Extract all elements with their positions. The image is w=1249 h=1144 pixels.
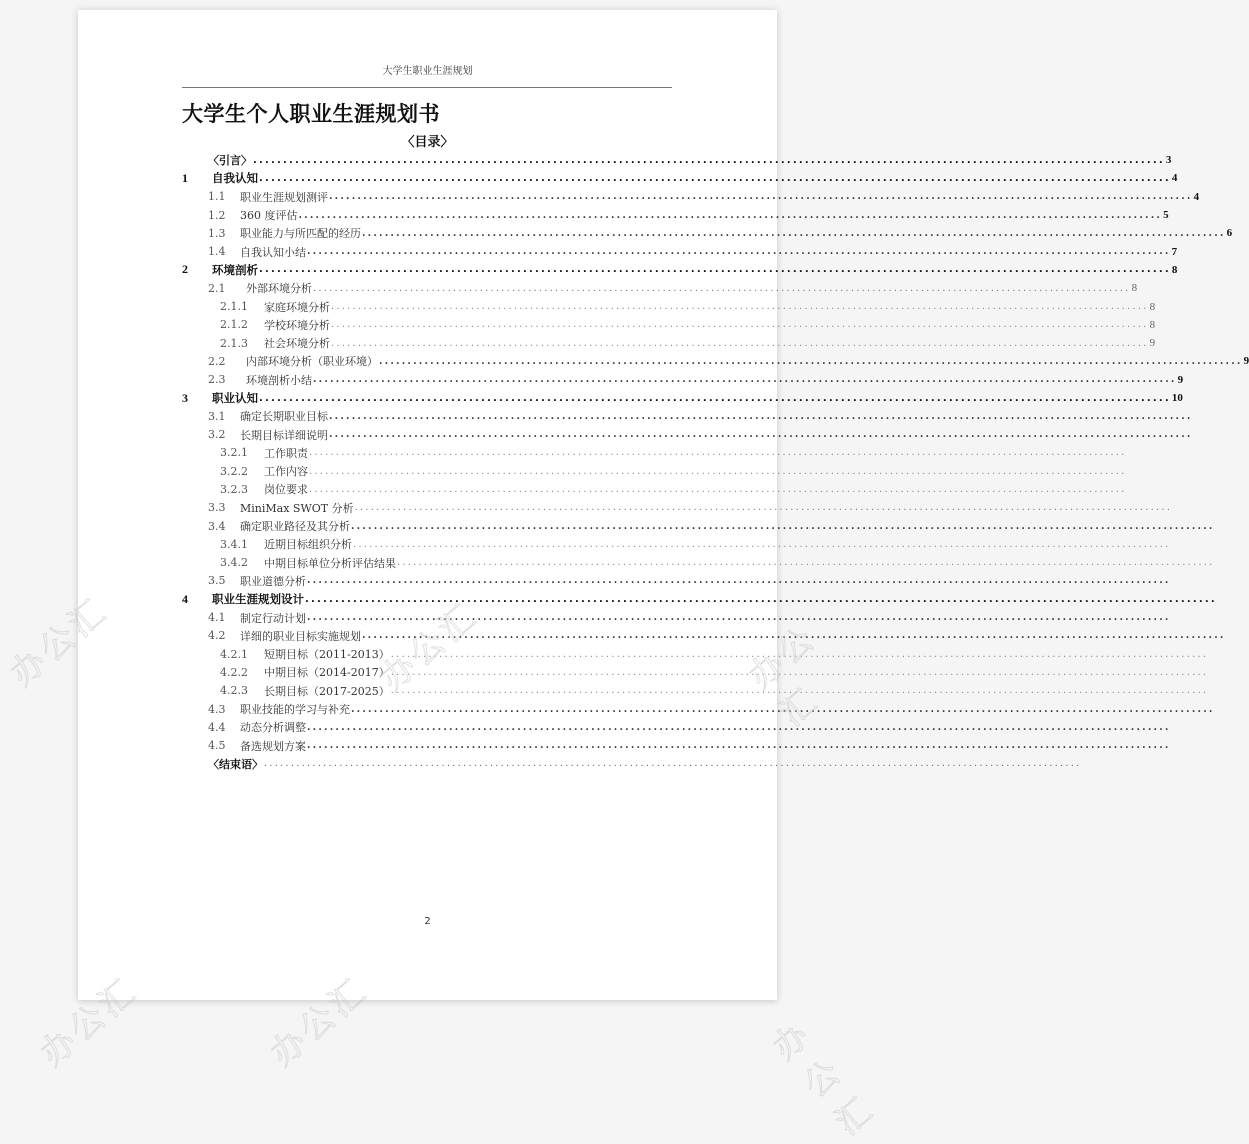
toc-page-number: 3 — [1165, 154, 1172, 167]
toc-entry-2-2[interactable]: 2.2 内部环境分析（职业环境） ..... 9 — [182, 352, 671, 370]
toc-entry-3-4[interactable]: 3.4 确定职业路径及其分析 ..... — [182, 517, 671, 535]
toc-entry-2-3[interactable]: 2.3 环境剖析小结 ..... 9 — [182, 371, 671, 389]
leader-dots — [307, 246, 1171, 257]
leader-dots — [355, 502, 1173, 513]
leader-dots — [307, 612, 1171, 623]
toc-entry-chapter-1[interactable]: 1 自我认知 ..... 4 — [182, 169, 671, 187]
leader-dots — [309, 466, 1127, 477]
leader-dots — [309, 484, 1127, 495]
toc-page-number: 9 — [1149, 337, 1156, 350]
watermark-bottom-center: 办公汇 — [262, 970, 376, 1075]
leader-dots — [391, 667, 1209, 678]
toc-page-number: 8 — [1171, 263, 1178, 276]
toc-entry-3-2-2[interactable]: 3.2.2 工作内容 ..... — [182, 462, 671, 480]
leader-dots — [379, 356, 1243, 367]
leader-dots — [313, 374, 1177, 385]
toc-entry-3-2-1[interactable]: 3.2.1 工作职责 ..... — [182, 444, 671, 462]
leader-dots — [305, 594, 1217, 605]
toc-entry-4-2-2[interactable]: 4.2.2 中期目标（2014-2017） ..... — [182, 663, 671, 681]
toc-entry-conclusion[interactable]: 〈结束语〉 ..... — [182, 755, 671, 773]
leader-dots — [331, 301, 1149, 312]
leader-dots — [353, 539, 1171, 550]
toc-entry-intro[interactable]: 〈引言〉 ..... 3 — [182, 151, 671, 169]
toc-entry-4-5[interactable]: 4.5 备选规划方案 ..... — [182, 737, 671, 755]
watermark-right: 办公汇 — [740, 617, 828, 735]
leader-dots — [299, 210, 1163, 221]
toc-entry-4-1[interactable]: 4.1 制定行动计划 ..... — [182, 608, 671, 626]
leader-dots — [313, 283, 1131, 294]
watermark-left: 办公汇 — [2, 590, 116, 695]
leader-dots — [307, 740, 1171, 751]
leader-dots — [351, 521, 1215, 532]
leader-dots — [391, 685, 1209, 696]
toc-page-number: 8 — [1131, 282, 1138, 295]
toc-entry-2-1-1[interactable]: 2.1.1 家庭环境分析 ..... 8 — [182, 297, 671, 315]
toc-entry-chapter-3[interactable]: 3 职业认知 ..... 10 — [182, 389, 671, 407]
toc-entry-4-4[interactable]: 4.4 动态分析调整 ..... — [182, 718, 671, 736]
toc-page-number: 4 — [1171, 172, 1178, 185]
watermark-bottom-right: 办公汇 — [764, 1013, 883, 1144]
leader-dots — [391, 649, 1209, 660]
leader-dots — [331, 338, 1149, 349]
toc-entry-4-2-3[interactable]: 4.2.3 长期目标（2017-2025） ..... — [182, 682, 671, 700]
leader-dots — [253, 155, 1165, 166]
leader-dots — [329, 411, 1193, 422]
leader-dots — [259, 393, 1171, 404]
toc-entry-4-3[interactable]: 4.3 职业技能的学习与补充 ..... — [182, 700, 671, 718]
toc-entry-3-3[interactable]: 3.3 MiniMax SWOT 分析 ..... — [182, 499, 671, 517]
leader-dots — [397, 557, 1215, 568]
leader-dots — [307, 722, 1171, 733]
leader-dots — [329, 429, 1193, 440]
toc-page-number: 9 — [1177, 373, 1184, 386]
toc-page-number: 10 — [1171, 392, 1183, 404]
leader-dots — [309, 447, 1127, 458]
leader-dots — [264, 758, 1082, 769]
leader-dots — [331, 319, 1149, 330]
toc-entry-2-1-2[interactable]: 2.1.2 学校环境分析 ..... 8 — [182, 316, 671, 334]
toc-entry-3-4-1[interactable]: 3.4.1 近期目标组织分析 ..... — [182, 535, 671, 553]
toc-entry-3-1[interactable]: 3.1 确定长期职业目标 ..... — [182, 407, 671, 425]
leader-dots — [259, 264, 1171, 275]
document-title: 大学生个人职业生涯规划书 — [182, 102, 440, 126]
toc-entry-3-2-3[interactable]: 3.2.3 岗位要求 ..... — [182, 480, 671, 498]
toc-entry-3-5[interactable]: 3.5 职业道德分析 ..... — [182, 572, 671, 590]
leader-dots — [362, 630, 1226, 641]
watermark-bottom-left: 办公汇 — [32, 970, 146, 1075]
leader-dots — [351, 704, 1215, 715]
toc-entry-1-3[interactable]: 1.3 职业能力与所匹配的经历 ..... 6 — [182, 224, 671, 242]
toc-entry-2-1-3[interactable]: 2.1.3 社会环境分析 ..... 9 — [182, 334, 671, 352]
toc-page-number: 7 — [1171, 245, 1178, 258]
toc-entry-3-4-2[interactable]: 3.4.2 中期目标单位分析评估结果 ..... — [182, 554, 671, 572]
page-number: 2 — [424, 916, 431, 927]
toc-entry-2-1[interactable]: 2.1 外部环境分析 ..... 8 — [182, 279, 671, 297]
leader-dots — [307, 575, 1171, 586]
toc-page-number: 4 — [1193, 190, 1200, 203]
toc-entry-chapter-4[interactable]: 4 职业生涯规划设计 ..... — [182, 590, 671, 608]
toc-heading: 〈目录〉 — [401, 135, 454, 150]
toc-entry-1-2[interactable]: 1.2 360 度评估 ..... 5 — [182, 206, 671, 224]
toc-page-number: 6 — [1226, 227, 1233, 240]
leader-dots — [362, 228, 1226, 239]
toc-page-number: 5 — [1163, 209, 1169, 222]
toc-entry-4-2[interactable]: 4.2 详细的职业目标实施规划 ..... — [182, 627, 671, 645]
toc-entry-chapter-2[interactable]: 2 环境剖析 ..... 8 — [182, 261, 671, 279]
running-header: 大学生职业生涯规划 — [382, 66, 473, 77]
leader-dots — [259, 173, 1171, 184]
toc-entry-4-2-1[interactable]: 4.2.1 短期目标（2011-2013） ..... — [182, 645, 671, 663]
toc-entry-1-4[interactable]: 1.4 自我认知小结 ..... 7 — [182, 242, 671, 260]
toc-page-number: 8 — [1149, 300, 1156, 313]
toc-entry-1-1[interactable]: 1.1 职业生涯规划测评 ..... 4 — [182, 188, 671, 206]
leader-dots — [329, 191, 1193, 202]
header-divider — [182, 87, 672, 88]
toc-page-number: 9 — [1243, 355, 1249, 368]
toc-page-number: 8 — [1149, 318, 1156, 331]
toc-entry-3-2[interactable]: 3.2 长期目标详细说明 ..... — [182, 425, 671, 443]
